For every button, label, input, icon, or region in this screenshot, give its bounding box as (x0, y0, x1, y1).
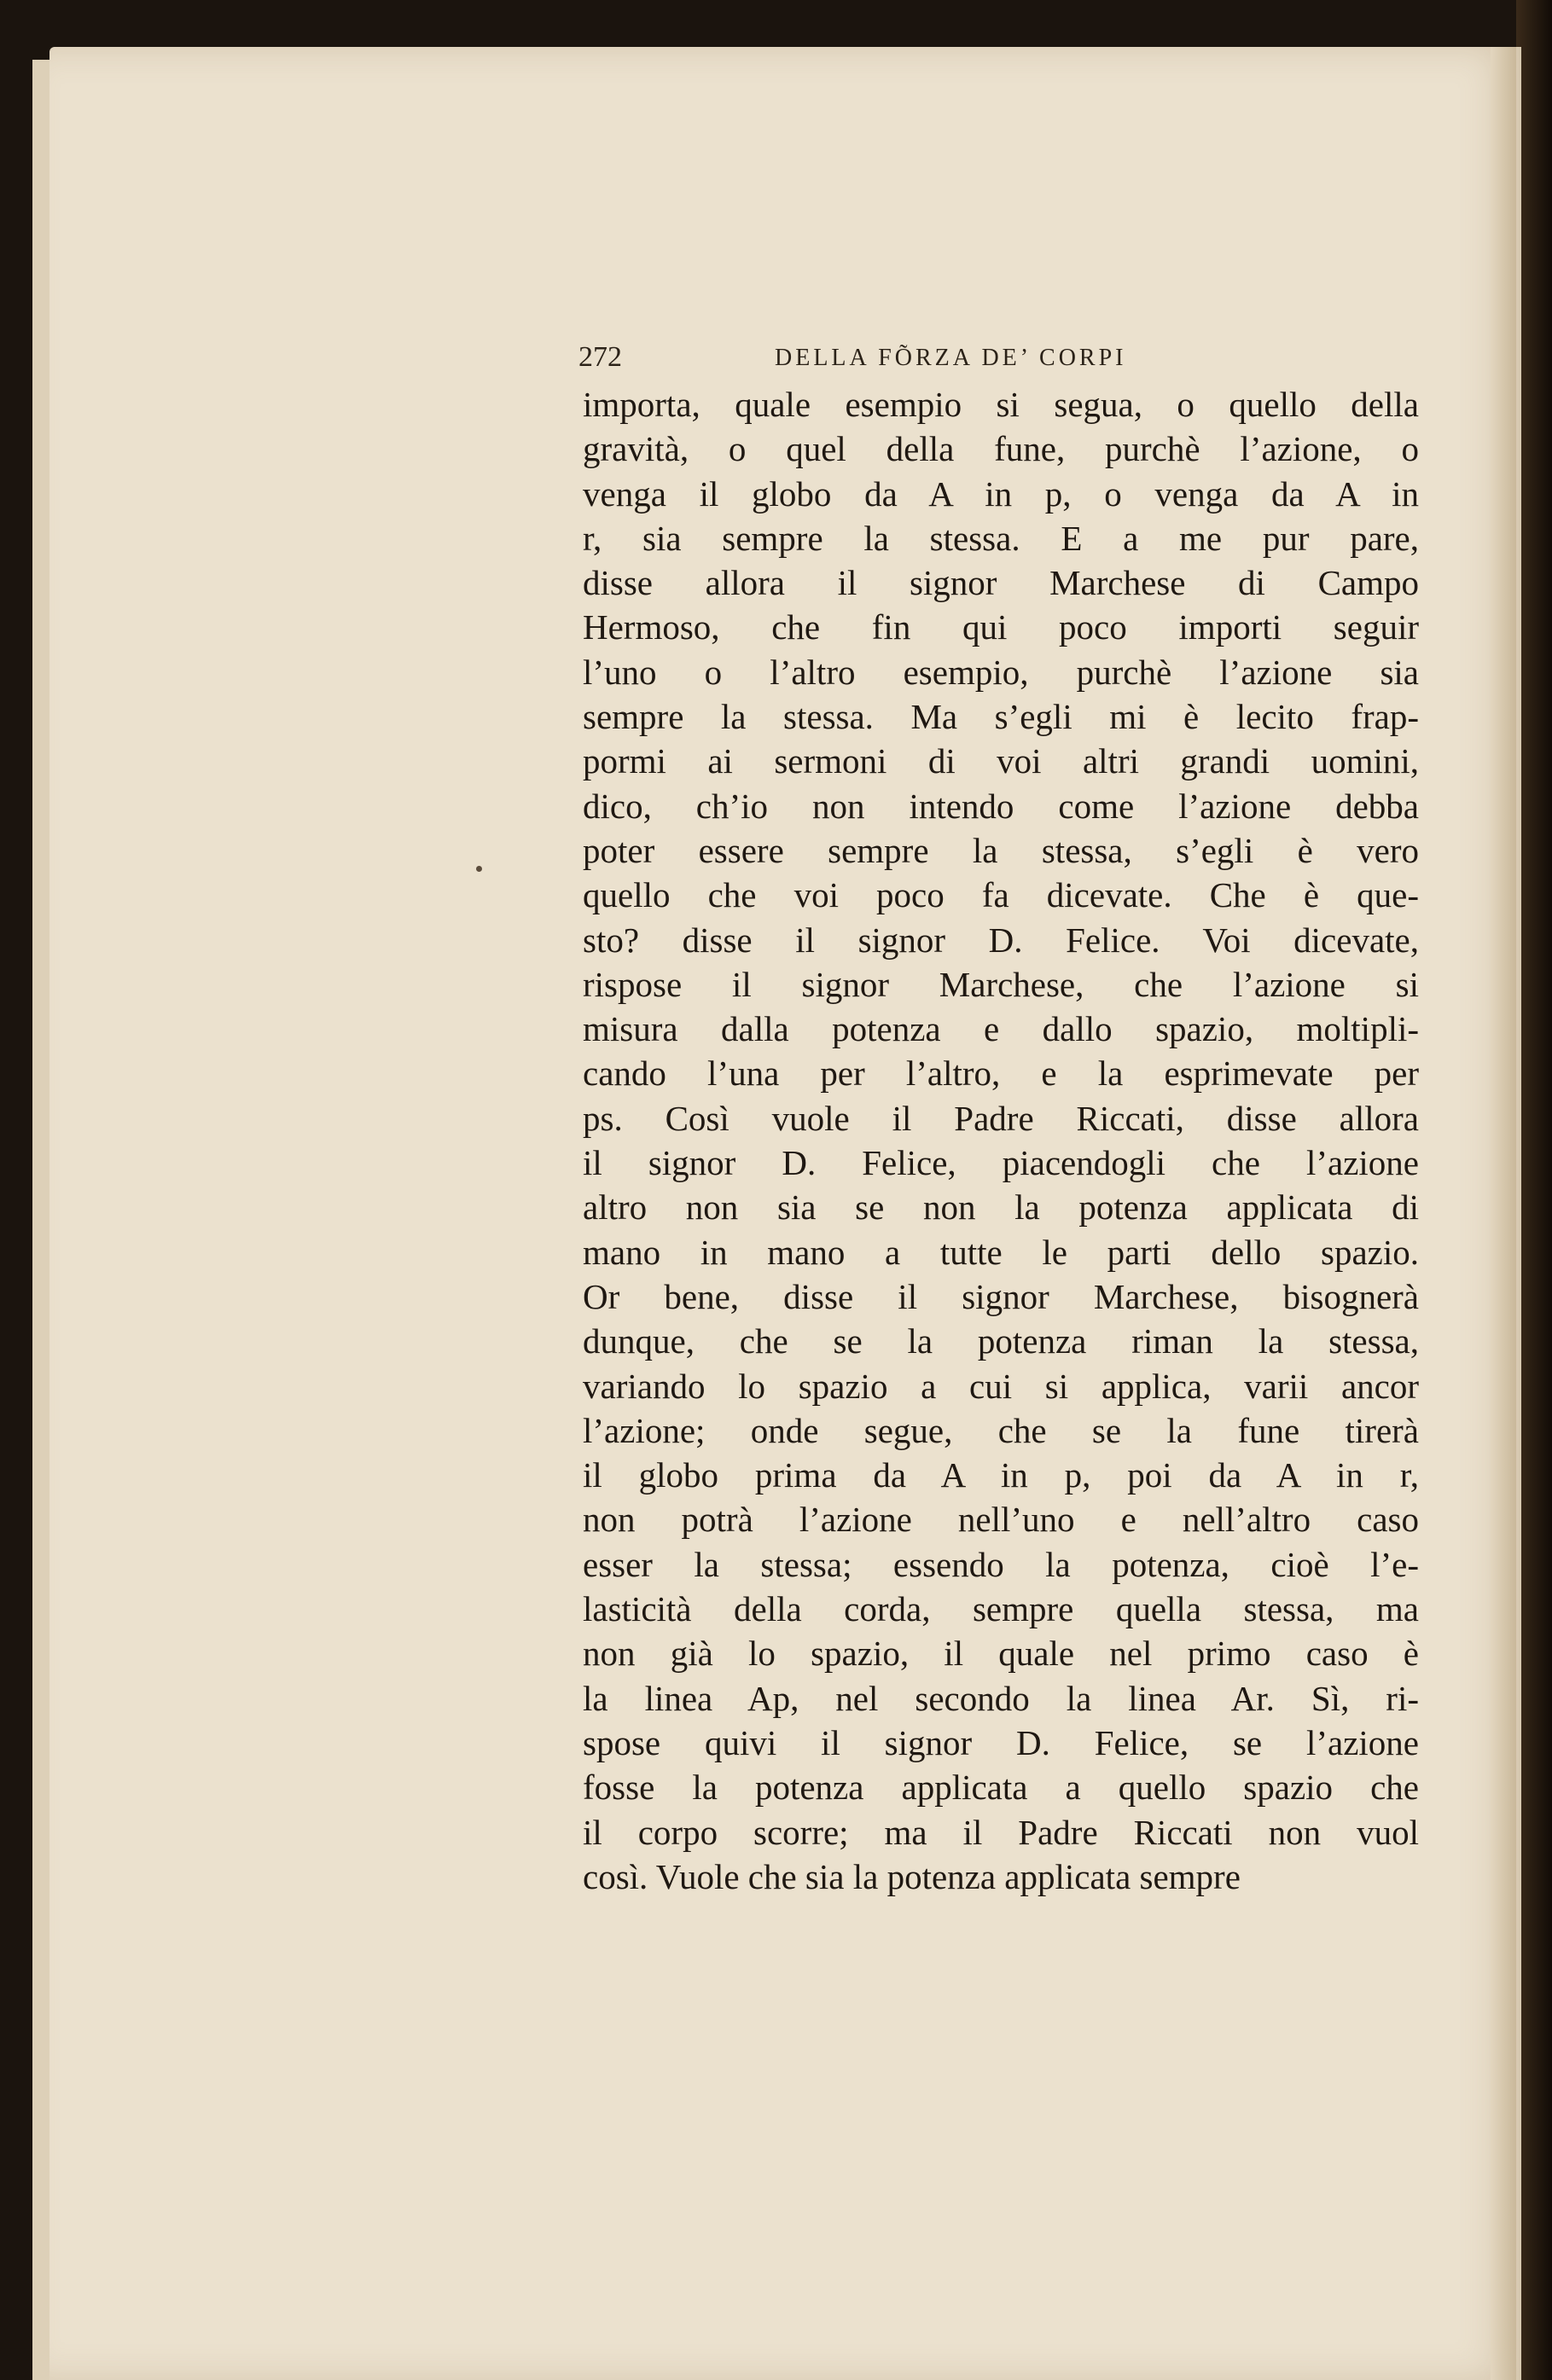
text-line: cando l’una per l’altro, e la esprimevate per (583, 1054, 1419, 1094)
text-line: poter essere sempre la stessa, s’egli è vero (583, 830, 1419, 870)
text-line: così. Vuole che sia la potenza applicata sempre (583, 1856, 1241, 1896)
text-line: misura dalla potenza e dallo spazio, moltipli- (583, 1009, 1419, 1049)
ink-spot (476, 866, 482, 872)
text-line: altro non sia se non la potenza applicata di (583, 1187, 1419, 1228)
text-line: gravità, o quel della fune, purchè l’azione, o (583, 429, 1419, 469)
running-head (578, 341, 1423, 384)
text-line: pormi ai sermoni di voi altri grandi uomini, (583, 741, 1419, 781)
text-line: esser la stessa; essendo la potenza, cioè l’e- (583, 1544, 1419, 1584)
text-line: ps. Così vuole il Padre Riccati, disse allora (583, 1098, 1419, 1138)
text-line: la linea Ap, nel secondo la linea Ar. Sì, ri- (583, 1678, 1419, 1718)
text-line: non già lo spazio, il quale nel primo caso è (583, 1634, 1419, 1674)
text-line: disse allora il signor Marchese di Campo (583, 563, 1419, 603)
book-binding (1516, 0, 1552, 2380)
text-line: non potrà l’azione nell’uno e nell’altro caso (583, 1500, 1419, 1540)
text-line: dunque, che se la potenza riman la stessa, (583, 1321, 1419, 1361)
text-line: sto? disse il signor D. Felice. Voi dicevate, (583, 920, 1419, 960)
text-line: quello che voi poco fa dicevate. Che è que- (583, 875, 1419, 915)
text-line: Hermoso, che fin qui poco importi seguir (583, 607, 1419, 647)
page-number: 272 (578, 341, 622, 373)
text-line: venga il globo da A in p, o venga da A in (583, 473, 1419, 514)
running-title: DELLA FÕRZA DE’ CORPI (775, 345, 1127, 371)
text-line: il signor D. Felice, piacendogli che l’azione (583, 1143, 1419, 1183)
text-line: il corpo scorre; ma il Padre Riccati non vuol (583, 1812, 1419, 1852)
text-line: variando lo spazio a cui si applica, varii ancor (583, 1366, 1419, 1406)
text-line: l’uno o l’altro esempio, purchè l’azione sia (583, 652, 1419, 692)
text-line: importa, quale esempio si segua, o quello della (583, 385, 1419, 424)
text-line: rispose il signor Marchese, che l’azione si (583, 964, 1419, 1004)
page-fore-edge (1491, 47, 1516, 2380)
text-line: r, sia sempre la stessa. E a me pur pare, (583, 518, 1419, 558)
text-line: dico, ch’io non intendo come l’azione debba (583, 786, 1419, 826)
text-line: fosse la potenza applicata a quello spazio che (583, 1768, 1419, 1808)
text-line: Or bene, disse il signor Marchese, bisognerà (583, 1276, 1419, 1316)
text-line: mano in mano a tutte le parti dello spazio. (583, 1232, 1419, 1272)
text-line: l’azione; onde segue, che se la fune tirerà (583, 1410, 1419, 1450)
text-line: sempre la stessa. Ma s’egli mi è lecito frap- (583, 697, 1419, 737)
body-text (583, 382, 1427, 1899)
text-line: lasticità della corda, sempre quella stessa, ma (583, 1589, 1419, 1629)
text-line: il globo prima da A in p, poi da A in r, (583, 1455, 1419, 1495)
text-line: spose quivi il signor D. Felice, se l’azione (583, 1722, 1419, 1762)
